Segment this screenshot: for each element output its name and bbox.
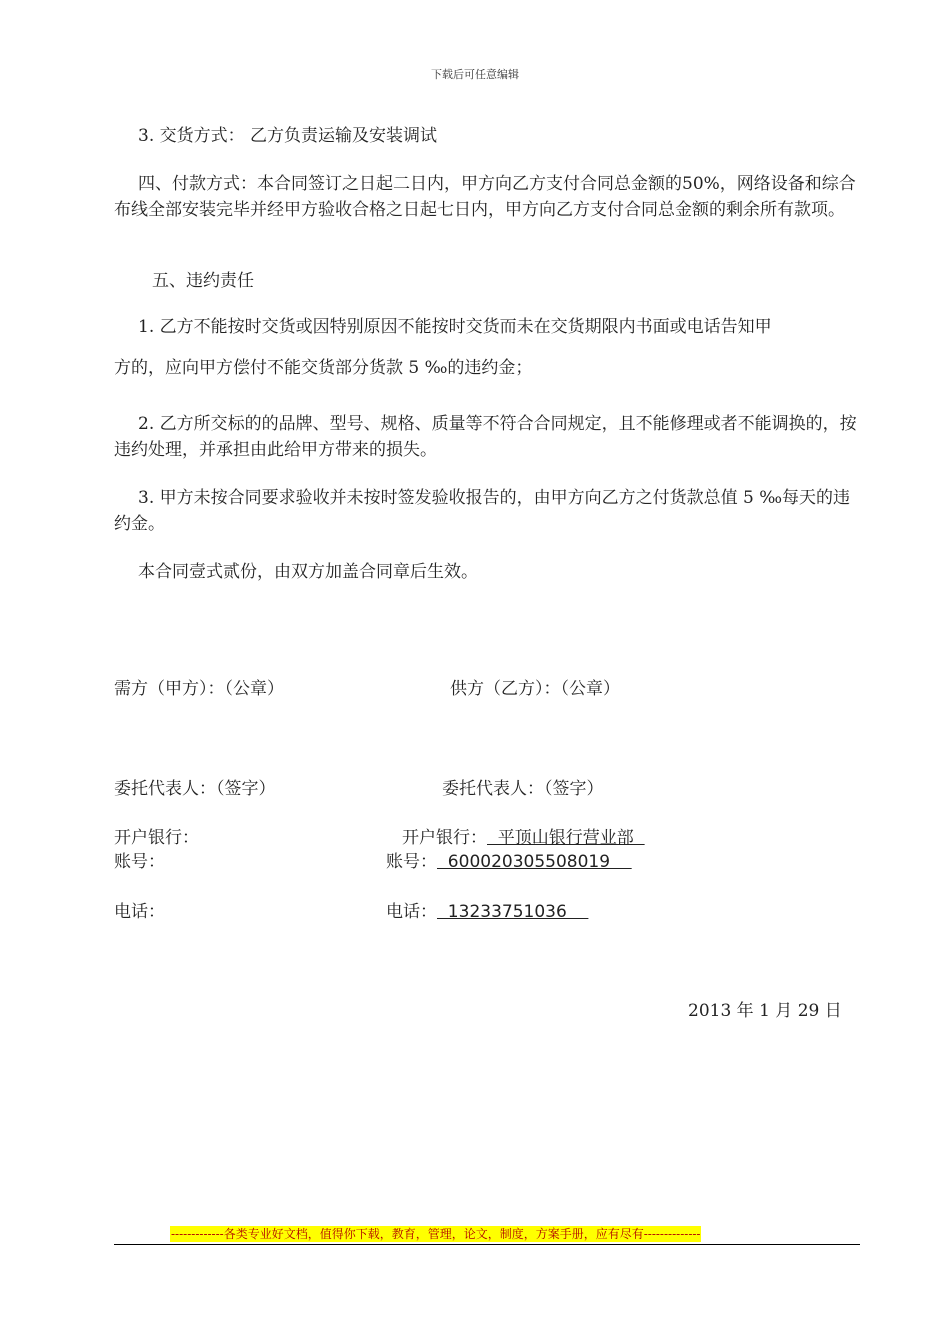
buyer-bank-label: 开户银行： <box>114 828 199 848</box>
breach-clause-1-line1: 1. 乙方不能按时交货或因特别原因不能按时交货而未在交货期限内书面或电话告知甲 <box>138 317 772 337</box>
buyer-representative: 委托代表人：（签字） <box>114 779 276 799</box>
supplier-representative: 委托代表人：（签字） <box>442 779 604 799</box>
supplier-phone-value: 13233751036 <box>437 902 589 922</box>
breach-clause-3: 3. 甲方未按合同要求验收并未按时签发验收报告的，由甲方向乙方之付货款总值 5 ‰每天的违约金。 <box>114 488 851 534</box>
buyer-seal: 需方（甲方）：（公章） <box>114 679 284 699</box>
supplier-account-value: 600020305508019 <box>437 852 632 872</box>
footer-divider <box>114 1244 860 1245</box>
payment-clause: 四、付款方式：本合同签订之日起二日内，甲方向乙方支付合同总金额的50%，网络设备和综合布线全部安装完毕并经甲方验收合格之日起七日内，甲方向乙方支付合同总金额的剩余所有款项。 <box>114 174 856 220</box>
supplier-bank <box>402 825 645 851</box>
supplier-phone-label: 电话： <box>386 902 437 922</box>
supplier-account-label: 账号： <box>386 852 437 872</box>
breach-title: 五、违约责任 <box>152 271 254 291</box>
supplier-bank-value: 平顶山银行营业部 <box>487 828 645 848</box>
delivery-clause: 3. 交货方式： 乙方负责运输及安装调试 <box>138 126 438 146</box>
supplier-phone <box>386 899 588 925</box>
header-note: 下载后可任意编辑 <box>431 68 519 81</box>
supplier-account <box>386 849 632 875</box>
footer-banner: -------------各类专业好文档，值得你下载，教育，管理，论文，制度，方案手册，应有尽有-------------- <box>171 1227 701 1241</box>
effect-clause: 本合同壹式贰份，由双方加盖合同章后生效。 <box>138 562 478 582</box>
buyer-phone-label: 电话： <box>114 902 165 922</box>
breach-clause-1-line2: 方的，应向甲方偿付不能交货部分货款 5 ‰的违约金； <box>114 358 533 378</box>
supplier-bank-label: 开户银行： <box>402 828 487 848</box>
breach-clause-2: 2. 乙方所交标的的品牌、型号、规格、质量等不符合合同规定，且不能修理或者不能调换的，按违约处理，并承担由此给甲方带来的损失。 <box>114 414 857 460</box>
buyer-account-label: 账号： <box>114 852 165 872</box>
contract-date: 2013 年 1 月 29 日 <box>688 1001 842 1021</box>
supplier-seal: 供方（乙方）：（公章） <box>450 679 620 699</box>
